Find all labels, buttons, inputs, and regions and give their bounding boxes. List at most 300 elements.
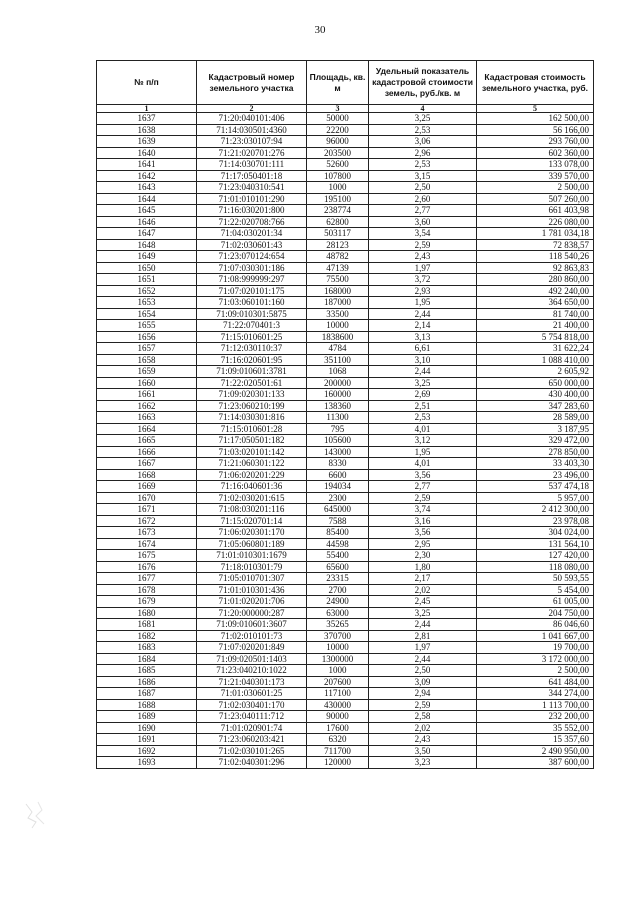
row-number-cell: 1685 xyxy=(97,665,197,677)
table-header-row xyxy=(97,61,594,105)
unit-value-cell: 2,45 xyxy=(369,596,477,608)
unit-value-cell: 2,77 xyxy=(369,205,477,217)
cadastral-number-cell: 71:09:020301:133 xyxy=(197,389,307,401)
area-cell: 120000 xyxy=(307,757,369,769)
row-number-cell: 1691 xyxy=(97,734,197,746)
cadastral-value-cell: 661 403,98 xyxy=(477,205,594,217)
area-cell: 63000 xyxy=(307,607,369,619)
unit-value-cell: 2,02 xyxy=(369,584,477,596)
area-cell: 1838600 xyxy=(307,331,369,343)
area-cell: 795 xyxy=(307,423,369,435)
cadastral-number-cell: 71:01:030601:25 xyxy=(197,688,307,700)
row-number-cell: 1664 xyxy=(97,423,197,435)
table-row xyxy=(97,251,594,263)
cadastral-number-cell: 71:22:070401:3 xyxy=(197,320,307,332)
cadastral-value-cell: 2 605,92 xyxy=(477,366,594,378)
area-cell: 48782 xyxy=(307,251,369,263)
row-number-cell: 1663 xyxy=(97,412,197,424)
cadastral-number-cell: 71:23:070124:654 xyxy=(197,251,307,263)
unit-value-cell: 2,94 xyxy=(369,688,477,700)
area-cell: 370700 xyxy=(307,630,369,642)
cadastral-number-cell: 71:20:040101:406 xyxy=(197,113,307,125)
unit-value-cell: 2,17 xyxy=(369,573,477,585)
cadastral-number-cell: 71:03:020101:142 xyxy=(197,446,307,458)
area-cell: 187000 xyxy=(307,297,369,309)
table-row xyxy=(97,147,594,159)
cadastral-number-cell: 71:09:020501:1403 xyxy=(197,653,307,665)
table-row xyxy=(97,676,594,688)
cadastral-number-cell: 71:01:010301:1679 xyxy=(197,550,307,562)
page-number: 30 xyxy=(314,24,326,36)
unit-value-cell: 6,61 xyxy=(369,343,477,355)
cadastral-value-cell: 387 600,00 xyxy=(477,757,594,769)
row-number-cell: 1690 xyxy=(97,722,197,734)
cadastral-number-cell: 71:14:030701:111 xyxy=(197,159,307,171)
unit-value-cell: 3,06 xyxy=(369,136,477,148)
cadastral-value-cell: 226 080,00 xyxy=(477,216,594,228)
unit-value-cell: 2,59 xyxy=(369,239,477,251)
table-row xyxy=(97,308,594,320)
table-row xyxy=(97,722,594,734)
area-cell: 238774 xyxy=(307,205,369,217)
cadastral-value-cell: 15 357,60 xyxy=(477,734,594,746)
area-cell: 62800 xyxy=(307,216,369,228)
column-number: 4 xyxy=(369,105,477,113)
cadastral-value-cell: 364 650,00 xyxy=(477,297,594,309)
cadastral-number-cell: 71:06:020301:170 xyxy=(197,527,307,539)
unit-value-cell: 1,97 xyxy=(369,642,477,654)
table-row xyxy=(97,423,594,435)
cadastral-value-cell: 92 863,83 xyxy=(477,262,594,274)
unit-value-cell: 2,50 xyxy=(369,665,477,677)
cadastral-value-cell: 5 454,00 xyxy=(477,584,594,596)
row-number-cell: 1649 xyxy=(97,251,197,263)
cadastral-number-cell: 71:05:010701:307 xyxy=(197,573,307,585)
cadastral-value-cell: 81 740,00 xyxy=(477,308,594,320)
table-row xyxy=(97,262,594,274)
table-row xyxy=(97,159,594,171)
table-row xyxy=(97,481,594,493)
cadastral-value-cell: 31 622,24 xyxy=(477,343,594,355)
row-number-cell: 1651 xyxy=(97,274,197,286)
cadastral-value-cell: 1 781 034,18 xyxy=(477,228,594,240)
table-row xyxy=(97,653,594,665)
cadastral-number-cell: 71:23:060203:421 xyxy=(197,734,307,746)
cadastral-value-cell: 2 490 950,00 xyxy=(477,745,594,757)
unit-value-cell: 1,97 xyxy=(369,262,477,274)
header-unit-value: Удельный показатель кадастровой стоимости земель, руб./кв. м xyxy=(369,61,477,105)
table-row xyxy=(97,113,594,125)
area-cell: 117100 xyxy=(307,688,369,700)
unit-value-cell: 2,50 xyxy=(369,182,477,194)
unit-value-cell: 3,72 xyxy=(369,274,477,286)
table-row xyxy=(97,757,594,769)
table-row xyxy=(97,596,594,608)
cadastral-number-cell: 71:09:010601:3781 xyxy=(197,366,307,378)
row-number-cell: 1652 xyxy=(97,285,197,297)
row-number-cell: 1647 xyxy=(97,228,197,240)
header-cadastral-value: Кадастровая стоимость земельного участка, руб. xyxy=(477,61,594,105)
area-cell: 28123 xyxy=(307,239,369,251)
row-number-cell: 1641 xyxy=(97,159,197,171)
table-row xyxy=(97,366,594,378)
table-row xyxy=(97,688,594,700)
area-cell: 22200 xyxy=(307,124,369,136)
cadastral-value-cell: 61 005,00 xyxy=(477,596,594,608)
unit-value-cell: 2,59 xyxy=(369,492,477,504)
cadastral-number-cell: 71:02:030601:43 xyxy=(197,239,307,251)
unit-value-cell: 3,25 xyxy=(369,607,477,619)
table-row xyxy=(97,665,594,677)
row-number-cell: 1638 xyxy=(97,124,197,136)
cadastral-number-cell: 71:16:040601:36 xyxy=(197,481,307,493)
unit-value-cell: 3,74 xyxy=(369,504,477,516)
cadastral-number-cell: 71:05:060801:189 xyxy=(197,538,307,550)
table-row xyxy=(97,504,594,516)
area-cell: 85400 xyxy=(307,527,369,539)
table-row xyxy=(97,228,594,240)
header-row-number: № п/п xyxy=(97,61,197,105)
cadastral-number-cell: 71:15:020701:14 xyxy=(197,515,307,527)
unit-value-cell: 2,59 xyxy=(369,699,477,711)
column-number: 2 xyxy=(197,105,307,113)
cadastral-value-cell: 5 754 818,00 xyxy=(477,331,594,343)
row-number-cell: 1642 xyxy=(97,170,197,182)
row-number-cell: 1646 xyxy=(97,216,197,228)
unit-value-cell: 2,02 xyxy=(369,722,477,734)
area-cell: 711700 xyxy=(307,745,369,757)
unit-value-cell: 1,80 xyxy=(369,561,477,573)
row-number-cell: 1656 xyxy=(97,331,197,343)
area-cell: 203500 xyxy=(307,147,369,159)
row-number-cell: 1684 xyxy=(97,653,197,665)
table-row xyxy=(97,469,594,481)
row-number-cell: 1667 xyxy=(97,458,197,470)
cadastral-number-cell: 71:08:030201:116 xyxy=(197,504,307,516)
cadastral-number-cell: 71:15:010601:25 xyxy=(197,331,307,343)
cadastral-value-cell: 5 957,00 xyxy=(477,492,594,504)
cadastral-value-cell: 56 166,00 xyxy=(477,124,594,136)
table-row xyxy=(97,538,594,550)
cadastral-number-cell: 71:01:010301:436 xyxy=(197,584,307,596)
column-number: 5 xyxy=(477,105,594,113)
cadastral-value-cell: 131 564,10 xyxy=(477,538,594,550)
area-cell: 17600 xyxy=(307,722,369,734)
table-row xyxy=(97,124,594,136)
row-number-cell: 1637 xyxy=(97,113,197,125)
unit-value-cell: 1,95 xyxy=(369,446,477,458)
cadastral-number-cell: 71:17:050501:182 xyxy=(197,435,307,447)
cadastral-number-cell: 71:08:999999:297 xyxy=(197,274,307,286)
unit-value-cell: 2,53 xyxy=(369,159,477,171)
cadastral-number-cell: 71:02:030101:265 xyxy=(197,745,307,757)
unit-value-cell: 2,77 xyxy=(369,481,477,493)
row-number-cell: 1662 xyxy=(97,400,197,412)
area-cell: 8330 xyxy=(307,458,369,470)
cadastral-number-cell: 71:15:010601:28 xyxy=(197,423,307,435)
cadastral-value-cell: 204 750,00 xyxy=(477,607,594,619)
row-number-cell: 1693 xyxy=(97,757,197,769)
cadastral-number-cell: 71:23:060210:199 xyxy=(197,400,307,412)
area-cell: 107800 xyxy=(307,170,369,182)
unit-value-cell: 4,01 xyxy=(369,423,477,435)
cadastral-number-cell: 71:02:030201:615 xyxy=(197,492,307,504)
cadastral-number-cell: 71:02:040301:296 xyxy=(197,757,307,769)
table-row xyxy=(97,527,594,539)
row-number-cell: 1677 xyxy=(97,573,197,585)
table-row xyxy=(97,274,594,286)
cadastral-number-cell: 71:09:010601:3607 xyxy=(197,619,307,631)
row-number-cell: 1672 xyxy=(97,515,197,527)
cadastral-number-cell: 71:21:040301:173 xyxy=(197,676,307,688)
unit-value-cell: 2,69 xyxy=(369,389,477,401)
area-cell: 50000 xyxy=(307,113,369,125)
unit-value-cell: 3,15 xyxy=(369,170,477,182)
cadastral-value-cell: 602 360,00 xyxy=(477,147,594,159)
unit-value-cell: 2,43 xyxy=(369,734,477,746)
cadastral-number-cell: 71:22:020501:61 xyxy=(197,377,307,389)
area-cell: 6320 xyxy=(307,734,369,746)
table-row xyxy=(97,216,594,228)
table-row xyxy=(97,400,594,412)
area-cell: 33500 xyxy=(307,308,369,320)
cadastral-value-cell: 3 187,95 xyxy=(477,423,594,435)
table-row xyxy=(97,193,594,205)
area-cell: 52600 xyxy=(307,159,369,171)
table-row xyxy=(97,699,594,711)
area-cell: 194034 xyxy=(307,481,369,493)
table-row xyxy=(97,734,594,746)
cadastral-number-cell: 71:01:020201:706 xyxy=(197,596,307,608)
area-cell: 65600 xyxy=(307,561,369,573)
unit-value-cell: 2,44 xyxy=(369,653,477,665)
header-area: Площадь, кв. м xyxy=(307,61,369,105)
cadastral-number-cell: 71:01:010101:290 xyxy=(197,193,307,205)
cadastral-number-cell: 71:22:020708:766 xyxy=(197,216,307,228)
cadastral-number-cell: 71:21:060301:122 xyxy=(197,458,307,470)
table-row xyxy=(97,239,594,251)
table-row xyxy=(97,170,594,182)
cadastral-value-cell: 72 838,57 xyxy=(477,239,594,251)
row-number-cell: 1679 xyxy=(97,596,197,608)
area-cell: 143000 xyxy=(307,446,369,458)
table-row xyxy=(97,446,594,458)
row-number-cell: 1643 xyxy=(97,182,197,194)
cadastral-value-cell: 3 172 000,00 xyxy=(477,653,594,665)
row-number-cell: 1666 xyxy=(97,446,197,458)
header-cadastral-number: Кадастровый номер земельного участка xyxy=(197,61,307,105)
row-number-cell: 1660 xyxy=(97,377,197,389)
cadastral-number-cell: 71:23:040310:541 xyxy=(197,182,307,194)
row-number-cell: 1648 xyxy=(97,239,197,251)
table-row xyxy=(97,492,594,504)
unit-value-cell: 3,12 xyxy=(369,435,477,447)
row-number-cell: 1686 xyxy=(97,676,197,688)
column-number-row xyxy=(97,105,594,113)
unit-value-cell: 3,16 xyxy=(369,515,477,527)
table-row xyxy=(97,458,594,470)
cadastral-number-cell: 71:23:030107:94 xyxy=(197,136,307,148)
scan-artifact-mark xyxy=(22,800,48,830)
area-cell: 47139 xyxy=(307,262,369,274)
row-number-cell: 1665 xyxy=(97,435,197,447)
cadastral-value-cell: 278 850,00 xyxy=(477,446,594,458)
area-cell: 351100 xyxy=(307,354,369,366)
area-cell: 10000 xyxy=(307,642,369,654)
cadastral-number-cell: 71:14:030301:816 xyxy=(197,412,307,424)
table-row xyxy=(97,561,594,573)
area-cell: 11300 xyxy=(307,412,369,424)
row-number-cell: 1640 xyxy=(97,147,197,159)
area-cell: 168000 xyxy=(307,285,369,297)
cadastral-number-cell: 71:12:030110:37 xyxy=(197,343,307,355)
unit-value-cell: 2,44 xyxy=(369,308,477,320)
row-number-cell: 1650 xyxy=(97,262,197,274)
table-row xyxy=(97,515,594,527)
row-number-cell: 1653 xyxy=(97,297,197,309)
row-number-cell: 1683 xyxy=(97,642,197,654)
cadastral-number-cell: 71:16:030201:800 xyxy=(197,205,307,217)
unit-value-cell: 3,56 xyxy=(369,469,477,481)
area-cell: 4784 xyxy=(307,343,369,355)
row-number-cell: 1689 xyxy=(97,711,197,723)
cadastral-value-cell: 19 700,00 xyxy=(477,642,594,654)
cadastral-value-cell: 35 552,00 xyxy=(477,722,594,734)
row-number-cell: 1655 xyxy=(97,320,197,332)
unit-value-cell: 2,14 xyxy=(369,320,477,332)
cadastral-number-cell: 71:14:030501:4360 xyxy=(197,124,307,136)
table-row xyxy=(97,182,594,194)
cadastral-number-cell: 71:09:010301:5875 xyxy=(197,308,307,320)
cadastral-number-cell: 71:21:020701:276 xyxy=(197,147,307,159)
unit-value-cell: 3,10 xyxy=(369,354,477,366)
cadastral-value-cell: 280 860,00 xyxy=(477,274,594,286)
cadastral-value-cell: 641 484,00 xyxy=(477,676,594,688)
cadastral-number-cell: 71:02:030401:170 xyxy=(197,699,307,711)
cadastral-value-cell: 430 400,00 xyxy=(477,389,594,401)
unit-value-cell: 2,53 xyxy=(369,124,477,136)
unit-value-cell: 2,81 xyxy=(369,630,477,642)
cadastral-value-cell: 507 260,00 xyxy=(477,193,594,205)
table-row xyxy=(97,550,594,562)
unit-value-cell: 3,56 xyxy=(369,527,477,539)
row-number-cell: 1654 xyxy=(97,308,197,320)
cadastral-value-cell: 33 403,30 xyxy=(477,458,594,470)
area-cell: 160000 xyxy=(307,389,369,401)
column-number: 1 xyxy=(97,105,197,113)
cadastral-value-table xyxy=(96,60,593,769)
area-cell: 1300000 xyxy=(307,653,369,665)
cadastral-number-cell: 71:17:050401:18 xyxy=(197,170,307,182)
area-cell: 207600 xyxy=(307,676,369,688)
area-cell: 1068 xyxy=(307,366,369,378)
area-cell: 645000 xyxy=(307,504,369,516)
table-row xyxy=(97,297,594,309)
unit-value-cell: 3,09 xyxy=(369,676,477,688)
area-cell: 105600 xyxy=(307,435,369,447)
column-number: 3 xyxy=(307,105,369,113)
unit-value-cell: 2,93 xyxy=(369,285,477,297)
table-row xyxy=(97,331,594,343)
row-number-cell: 1645 xyxy=(97,205,197,217)
table-row xyxy=(97,711,594,723)
table-row xyxy=(97,607,594,619)
row-number-cell: 1682 xyxy=(97,630,197,642)
cadastral-value-cell: 133 078,00 xyxy=(477,159,594,171)
table-row xyxy=(97,205,594,217)
unit-value-cell: 3,50 xyxy=(369,745,477,757)
cadastral-value-cell: 347 283,60 xyxy=(477,400,594,412)
row-number-cell: 1674 xyxy=(97,538,197,550)
table-row xyxy=(97,377,594,389)
unit-value-cell: 2,96 xyxy=(369,147,477,159)
row-number-cell: 1680 xyxy=(97,607,197,619)
row-number-cell: 1658 xyxy=(97,354,197,366)
row-number-cell: 1681 xyxy=(97,619,197,631)
table-row xyxy=(97,435,594,447)
area-cell: 195100 xyxy=(307,193,369,205)
row-number-cell: 1644 xyxy=(97,193,197,205)
table-row xyxy=(97,320,594,332)
area-cell: 23315 xyxy=(307,573,369,585)
cadastral-number-cell: 71:03:060101:160 xyxy=(197,297,307,309)
cadastral-value-cell: 537 474,18 xyxy=(477,481,594,493)
cadastral-number-cell: 71:23:040210:1022 xyxy=(197,665,307,677)
cadastral-number-cell: 71:23:040111:712 xyxy=(197,711,307,723)
area-cell: 200000 xyxy=(307,377,369,389)
table-row xyxy=(97,136,594,148)
table-row xyxy=(97,285,594,297)
table-row xyxy=(97,573,594,585)
table-row xyxy=(97,630,594,642)
unit-value-cell: 3,25 xyxy=(369,113,477,125)
table-row xyxy=(97,412,594,424)
area-cell: 35265 xyxy=(307,619,369,631)
unit-value-cell: 2,58 xyxy=(369,711,477,723)
table-row xyxy=(97,354,594,366)
cadastral-value-cell: 650 000,00 xyxy=(477,377,594,389)
cadastral-value-cell: 339 570,00 xyxy=(477,170,594,182)
unit-value-cell: 2,44 xyxy=(369,619,477,631)
cadastral-value-cell: 232 200,00 xyxy=(477,711,594,723)
table-row xyxy=(97,642,594,654)
area-cell: 75500 xyxy=(307,274,369,286)
row-number-cell: 1661 xyxy=(97,389,197,401)
cadastral-value-cell: 304 024,00 xyxy=(477,527,594,539)
cadastral-number-cell: 71:06:020201:229 xyxy=(197,469,307,481)
cadastral-value-cell: 127 420,00 xyxy=(477,550,594,562)
row-number-cell: 1669 xyxy=(97,481,197,493)
cadastral-value-cell: 344 274,00 xyxy=(477,688,594,700)
area-cell: 96000 xyxy=(307,136,369,148)
cadastral-number-cell: 71:07:020101:175 xyxy=(197,285,307,297)
unit-value-cell: 3,25 xyxy=(369,377,477,389)
row-number-cell: 1673 xyxy=(97,527,197,539)
row-number-cell: 1687 xyxy=(97,688,197,700)
cadastral-value-cell: 21 400,00 xyxy=(477,320,594,332)
unit-value-cell: 1,95 xyxy=(369,297,477,309)
cadastral-number-cell: 71:01:020901:74 xyxy=(197,722,307,734)
unit-value-cell: 2,44 xyxy=(369,366,477,378)
area-cell: 7588 xyxy=(307,515,369,527)
row-number-cell: 1639 xyxy=(97,136,197,148)
cadastral-value-cell: 23 978,08 xyxy=(477,515,594,527)
unit-value-cell: 3,60 xyxy=(369,216,477,228)
cadastral-value-cell: 492 240,00 xyxy=(477,285,594,297)
unit-value-cell: 2,60 xyxy=(369,193,477,205)
cadastral-value-cell: 162 500,00 xyxy=(477,113,594,125)
unit-value-cell: 2,30 xyxy=(369,550,477,562)
